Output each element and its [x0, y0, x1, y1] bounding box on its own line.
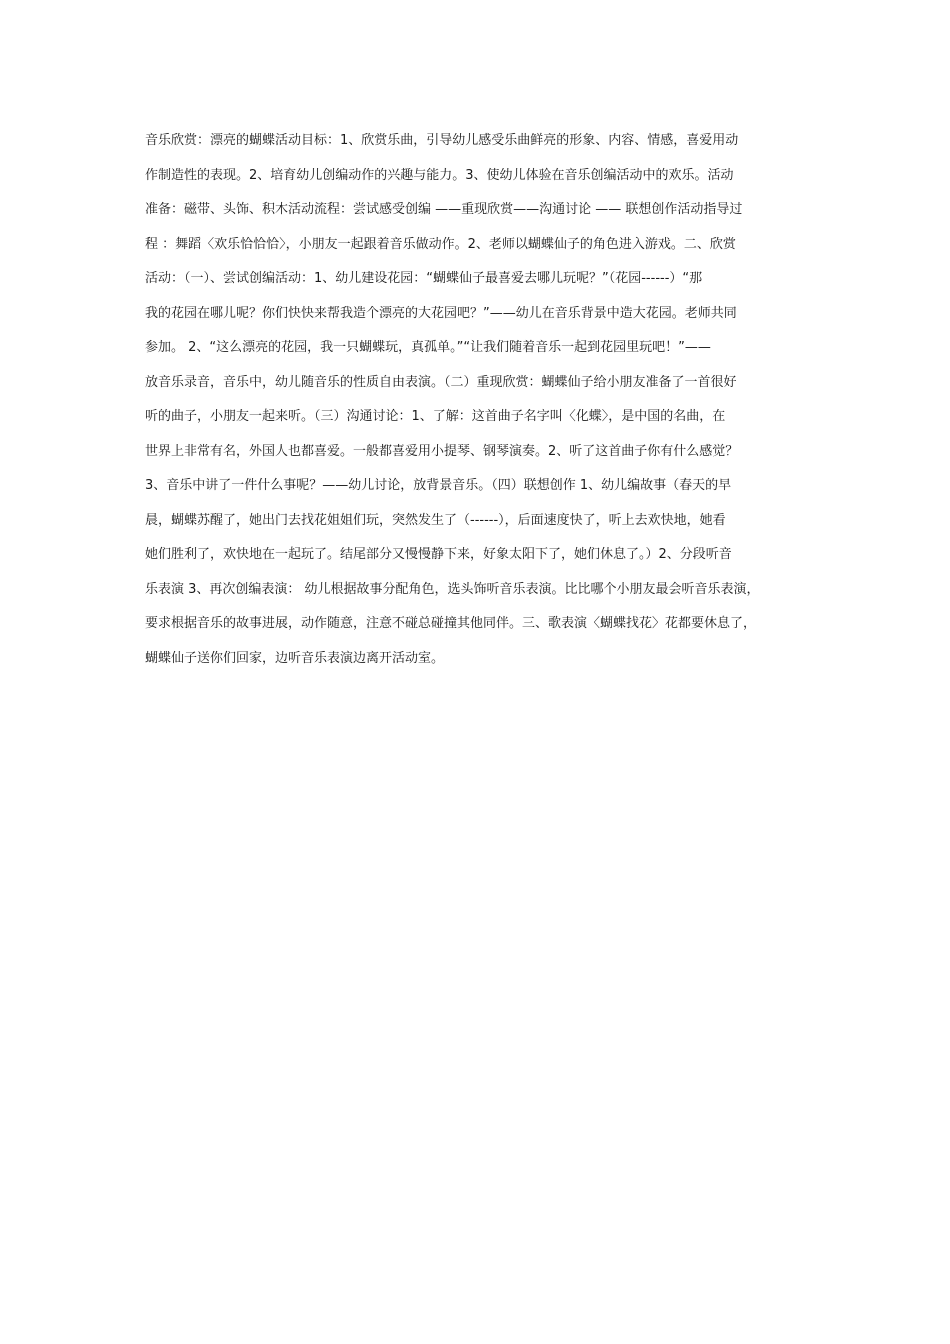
text-line: 放音乐录音，音乐中，幼儿随音乐的性质自由表演。（二）重现欣赏：蝴蝶仙子给小朋友准备了一首很好 — [145, 374, 737, 390]
text-line: 蝴蝶仙子送你们回家，边听音乐表演边离开活动室。 — [145, 650, 445, 666]
text-line: 她们胜利了，欢快地在一起玩了。结尾部分又慢慢静下来，好象太阳下了，她们休息了。）2、分段听音 — [145, 547, 732, 562]
text-line: 我的花园在哪儿呢？你们快快来帮我造个漂亮的大花园吧？”——幼儿在音乐背景中造大花园。老师共同 — [145, 305, 737, 321]
text-line: 乐表演 3、再次创编表演： 幼儿根据故事分配角色，选头饰听音乐表演。比比哪个小朋友最会听音乐表演， — [145, 581, 760, 597]
text-line: 活动：（一）、尝试创编活动：1、幼儿建设花园：“蝴蝶仙子最喜爱去哪儿玩呢？”（花园------）“那 — [145, 271, 703, 286]
text-line: 听的曲子，小朋友一起来听。（三）沟通讨论：1、了解：这首曲子名字叫〈化蝶〉，是中国的名曲，在 — [145, 409, 726, 424]
text-line: 世界上非常有名，外国人也都喜爱。一般都喜爱用小提琴、钢琴演奏。2、听了这首曲子你有什么感觉？ — [145, 443, 739, 459]
body-text — [145, 124, 825, 676]
text-line: 作制造性的表现。2、培育幼儿创编动作的兴趣与能力。3、使幼儿体验在音乐创编活动中的欢乐。活动 — [145, 167, 734, 183]
text-line: 程 ：舞蹈〈欢乐恰恰恰〉，小朋友一起跟着音乐做动作。2、老师以蝴蝶仙子的角色进入游戏。二、欣赏 — [145, 236, 736, 252]
text-line: 音乐欣赏：漂亮的蝴蝶活动目标：1、欣赏乐曲，引导幼儿感受乐曲鲜亮的形象、内容、情感，喜爱用动 — [145, 133, 739, 148]
text-line: 准备：磁带、头饰、积木活动流程：尝试感受创编 ——重现欣赏——沟通讨论 —— 联想创作活动指导过 — [145, 202, 743, 217]
text-line: 晨，蝴蝶苏醒了，她出门去找花姐姐们玩，突然发生了（------），后面速度快了，听上去欢快地，她看 — [145, 512, 726, 528]
text-line: 3、音乐中讲了一件什么事呢？——幼儿讨论，放背景音乐。（四）联想创作 1、幼儿编故事（春天的早 — [145, 478, 732, 493]
text-line: 要求根据音乐的故事进展，动作随意，注意不碰总碰撞其他同伴。三、歌表演〈蝴蝶找花〉花都要休息了， — [145, 616, 757, 631]
text-line: 参加。 2、“这么漂亮的花园，我一只蝴蝶玩，真孤单。”“让我们随着音乐一起到花园里玩吧！”—— — [145, 340, 711, 355]
